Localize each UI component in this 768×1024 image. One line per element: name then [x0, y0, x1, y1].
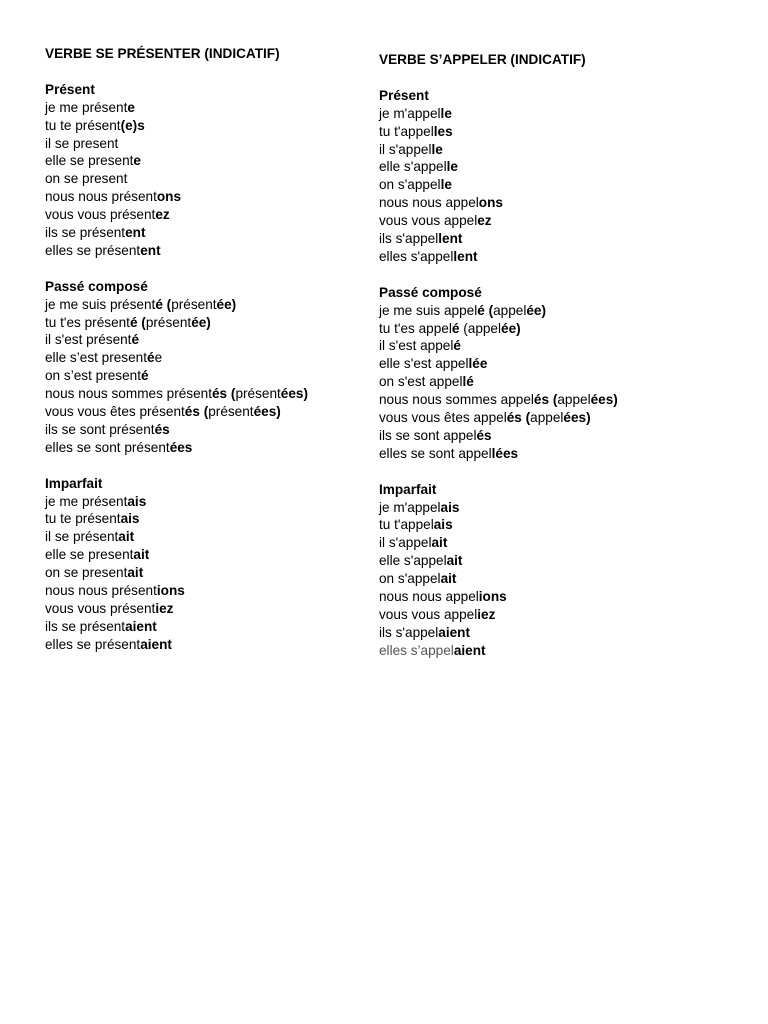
- verb-stem: je m'appel: [379, 499, 441, 515]
- conjugation-line: [45, 421, 405, 439]
- conjugation-line: [379, 158, 739, 176]
- verb-ending: ait: [118, 529, 135, 545]
- verb-stem: vous vous appel: [379, 606, 478, 622]
- conjugation-line: [379, 320, 739, 338]
- conjugation-line: [45, 349, 405, 367]
- verb-stem: vous vous êtes appel: [379, 410, 507, 426]
- verb-ending: ée): [216, 296, 237, 312]
- verb-ending: e: [127, 99, 135, 115]
- verb-stem: on se present: [45, 565, 128, 581]
- conjugation-line: [45, 170, 405, 188]
- verb-ending: ons: [478, 195, 503, 211]
- verb-stem: tu t'es présent: [45, 314, 130, 330]
- verb-stem: ils se présent: [45, 225, 126, 241]
- conjugation-line: [379, 570, 739, 588]
- verb-ending: ais: [120, 511, 140, 527]
- verb-ending: ait: [446, 553, 463, 569]
- conjugation-line: [45, 152, 405, 170]
- verb-ending: (e)s: [120, 117, 145, 133]
- verb-stem: vous vous appel: [379, 213, 478, 229]
- verb-stem: tu te présent: [45, 511, 121, 527]
- conjugation-line: [45, 117, 405, 135]
- verb-ending: ées): [563, 410, 591, 426]
- conjugation-line: [45, 135, 405, 153]
- verb-ending: lé: [462, 374, 474, 390]
- verb-stem: je me présent: [45, 99, 128, 115]
- conjugation-line: [45, 331, 405, 349]
- tense-heading: Présent: [379, 87, 429, 103]
- verb-ending: é: [453, 338, 461, 354]
- verb-title: VERBE S’APPELER (INDICATIF): [379, 52, 586, 67]
- verb-ending: ées: [169, 439, 193, 455]
- conjugation-line: [379, 534, 739, 552]
- verb-stem: elle se present: [45, 547, 134, 563]
- verb-ending: ait: [431, 535, 448, 551]
- verb-stem: je me suis appel: [379, 302, 478, 318]
- verb-stem: elle s'appel: [379, 553, 447, 569]
- verb-stem: je m'appel: [379, 105, 441, 121]
- verb-stem: elles se présent: [45, 242, 141, 258]
- verb-ending: aient: [125, 618, 157, 634]
- verb-ending: lent: [453, 248, 478, 264]
- verb-ending: ées): [280, 386, 308, 402]
- conjugation-line: [45, 206, 405, 224]
- conjugation-line: [45, 99, 405, 117]
- conjugation-line: [379, 141, 739, 159]
- verb-ending: aient: [453, 642, 486, 658]
- verb-ending: é: [147, 350, 155, 366]
- verb-stem: nous nous présent: [45, 189, 157, 205]
- conjugation-line: [379, 588, 739, 606]
- verb-ending: é (: [477, 302, 494, 318]
- verb-stem: appel: [557, 392, 591, 408]
- conjugation-line: [45, 296, 405, 314]
- conjugation-line: [45, 493, 405, 511]
- verb-ending: le: [431, 141, 443, 157]
- conjugation-line: [45, 188, 405, 206]
- verb-ending: é: [131, 332, 140, 348]
- conjugation-line: [45, 242, 405, 260]
- verb-ending: ez: [477, 213, 492, 229]
- verb-ending: ais: [440, 499, 460, 515]
- verb-ending: le: [440, 177, 452, 193]
- verb-stem: ils se sont présent: [45, 421, 155, 437]
- conjugation-line: [379, 427, 739, 445]
- verb-stem: il s'appel: [379, 141, 432, 157]
- verb-ending: ait: [440, 571, 457, 587]
- verb-stem: nous nous sommes appel: [379, 392, 534, 408]
- verb-ending: lent: [438, 231, 463, 247]
- verb-ending: é (: [155, 296, 172, 312]
- tense-heading: Présent: [45, 81, 95, 97]
- verb-stem: je me suis présent: [45, 296, 156, 312]
- verb-ending: ée): [501, 320, 521, 336]
- verb-stem: tu t'es appel: [379, 320, 452, 336]
- verb-stem: il se présent: [45, 529, 119, 545]
- conjugation-sections: [45, 81, 405, 654]
- verb-ending: ait: [133, 547, 150, 563]
- conjugation-line: [45, 636, 405, 654]
- conjugation-line: [45, 314, 405, 332]
- verb-stem: présent: [208, 404, 254, 420]
- verb-stem: vous vous êtes présent: [45, 404, 185, 420]
- conjugation-line: [45, 367, 405, 385]
- tense-heading: Imparfait: [379, 481, 437, 497]
- verb-stem: je me présent: [45, 493, 128, 509]
- tense-section: [379, 284, 739, 463]
- conjugation-line: [379, 409, 739, 427]
- verb-stem: présent: [171, 296, 217, 312]
- verb-ending: és (: [184, 404, 209, 420]
- tense-section: [45, 278, 405, 457]
- verb-ending: ez: [155, 207, 170, 223]
- right-column: [379, 51, 739, 660]
- conjugation-line: [379, 606, 739, 624]
- verb-ending: é (: [129, 314, 146, 330]
- conjugation-sections: [379, 87, 739, 660]
- conjugation-line: [379, 105, 739, 123]
- verb-ending: é: [140, 368, 149, 384]
- verb-ending: és (: [212, 386, 236, 402]
- conjugation-line: [45, 510, 405, 528]
- verb-ending: ais: [433, 517, 453, 533]
- verb-ending: iez: [155, 600, 174, 616]
- conjugation-line: [379, 552, 739, 570]
- conjugation-line: [379, 248, 739, 266]
- conjugation-line: [379, 337, 739, 355]
- conjugation-line: [45, 564, 405, 582]
- verb-stem: elles se sont appel: [379, 445, 492, 461]
- verb-stem: (appel: [459, 320, 502, 336]
- verb-ending: ait: [127, 565, 144, 581]
- verb-stem: on s'appel: [379, 177, 441, 193]
- conjugation-line: [45, 403, 405, 421]
- verb-stem: tu te présent: [45, 117, 121, 133]
- conjugation-line: [45, 582, 405, 600]
- conjugation-line: [45, 385, 405, 403]
- verb-ending: lée: [468, 356, 488, 372]
- conjugation-line: [45, 618, 405, 636]
- verb-ending: le: [440, 105, 452, 121]
- verb-ending: ions: [156, 583, 185, 599]
- verb-stem: il s'est présent: [45, 332, 132, 348]
- verb-ending: és (: [506, 410, 531, 426]
- verb-ending: ée): [526, 302, 547, 318]
- verb-stem: elle s'appel: [379, 159, 447, 175]
- verb-ending: ent: [125, 225, 146, 241]
- verb-stem: tu t'appel: [379, 517, 434, 533]
- tense-section: [379, 87, 739, 266]
- verb-stem: elle se present: [45, 153, 134, 169]
- conjugation-line: [379, 230, 739, 248]
- verb-stem: nous nous sommes présent: [45, 386, 212, 402]
- verb-stem: nous nous appel: [379, 589, 479, 605]
- verb-stem: vous vous présent: [45, 207, 156, 223]
- verb-stem: présent: [145, 314, 192, 330]
- conjugation-line: [379, 194, 739, 212]
- tense-section: [45, 475, 405, 654]
- verb-ending: iez: [477, 606, 496, 622]
- verb-ending: és: [154, 421, 170, 437]
- verb-ending: ions: [478, 589, 507, 605]
- verb-stem: on s'appel: [379, 571, 441, 587]
- tense-heading: Imparfait: [45, 475, 103, 491]
- conjugation-line: [45, 528, 405, 546]
- verb-ending: ées): [253, 404, 281, 420]
- verb-stem: il s'est appel: [379, 338, 454, 354]
- conjugation-line: [379, 624, 739, 642]
- verb-stem: ils s'appel: [379, 231, 439, 247]
- verb-ending: aient: [438, 624, 471, 640]
- conjugation-line: [45, 546, 405, 564]
- verb-ending: ée): [191, 314, 211, 330]
- conjugation-line: [45, 600, 405, 618]
- verb-stem: ils se sont appel: [379, 427, 477, 443]
- verb-stem: elles se sont présent: [45, 439, 170, 455]
- conjugation-line: [379, 355, 739, 373]
- tense-section: [45, 81, 405, 260]
- conjugation-line: [45, 224, 405, 242]
- verb-stem: présent: [235, 386, 281, 402]
- conjugation-line: [379, 212, 739, 230]
- verb-stem: on se present: [45, 171, 128, 187]
- conjugation-line: [379, 302, 739, 320]
- tense-section: [379, 481, 739, 660]
- tense-heading: Passé composé: [45, 278, 148, 294]
- verb-ending: ées): [590, 392, 618, 408]
- verb-stem: appel: [530, 410, 564, 426]
- verb-stem: on s’est present: [45, 368, 141, 384]
- verb-stem: il s'appel: [379, 535, 432, 551]
- verb-stem: vous vous présent: [45, 600, 156, 616]
- verb-stem: e: [154, 350, 163, 366]
- verb-stem: elle s’est present: [45, 350, 148, 366]
- left-column: [45, 45, 405, 654]
- conjugation-line: [379, 176, 739, 194]
- verb-stem: on s'est appel: [379, 374, 463, 390]
- verb-ending: ent: [140, 242, 161, 258]
- verb-ending: les: [433, 123, 453, 139]
- verb-stem: ils se présent: [45, 618, 126, 634]
- conjugation-line: [379, 499, 739, 517]
- verb-ending: é: [451, 320, 460, 336]
- verb-ending: le: [446, 159, 458, 175]
- verb-stem: elles s’appel: [379, 642, 454, 658]
- verb-ending: és (: [533, 392, 558, 408]
- verb-stem: tu t'appel: [379, 123, 434, 139]
- verb-ending: aient: [140, 636, 172, 652]
- verb-stem: elles s'appel: [379, 248, 454, 264]
- verb-stem: appel: [493, 302, 527, 318]
- conjugation-line: [379, 391, 739, 409]
- verb-ending: e: [133, 153, 141, 169]
- verb-ending: ons: [156, 189, 182, 205]
- conjugation-line: [379, 373, 739, 391]
- verb-stem: ils s'appel: [379, 624, 439, 640]
- tense-heading: Passé composé: [379, 284, 482, 300]
- verb-stem: il se present: [45, 135, 119, 151]
- verb-stem: nous nous appel: [379, 195, 479, 211]
- verb-ending: ais: [127, 493, 147, 509]
- conjugation-line: [379, 642, 739, 660]
- verb-stem: elles se présent: [45, 636, 141, 652]
- verb-stem: elle s'est appel: [379, 356, 469, 372]
- verb-ending: és: [476, 427, 492, 443]
- conjugation-line: [379, 445, 739, 463]
- conjugation-line: [379, 123, 739, 141]
- verb-title: VERBE SE PRÉSENTER (INDICATIF): [45, 46, 280, 61]
- conjugation-line: [45, 439, 405, 457]
- verb-ending: lées: [491, 445, 519, 461]
- conjugation-line: [379, 516, 739, 534]
- verb-stem: nous nous présent: [45, 583, 157, 599]
